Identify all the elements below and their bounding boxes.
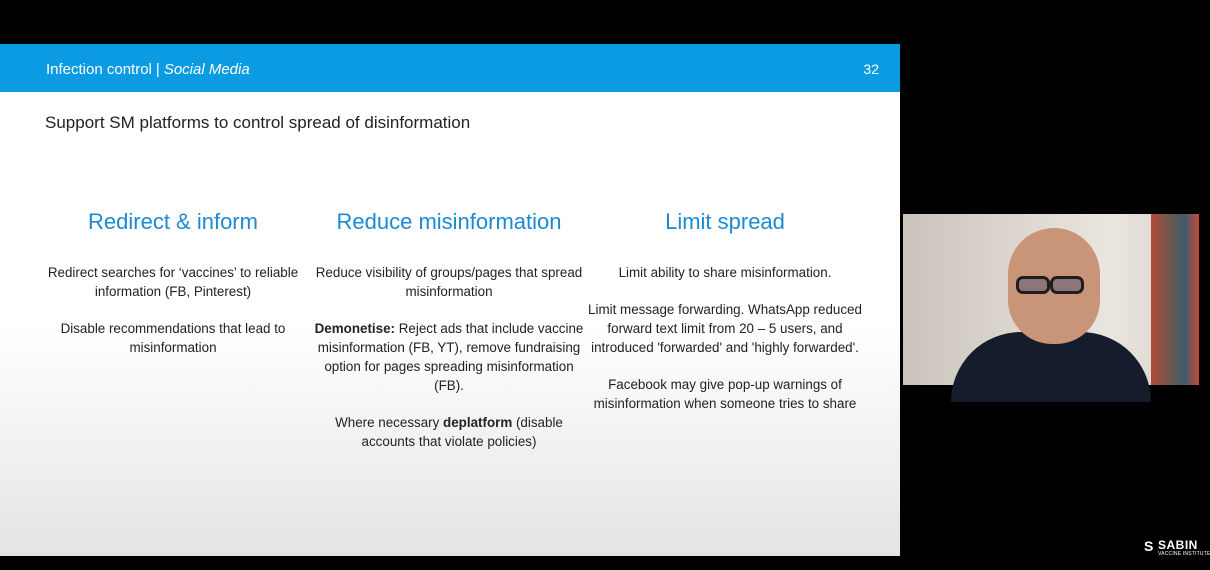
bookshelf-background: [1151, 214, 1199, 385]
slide-subtitle: Support SM platforms to control spread of disinformation: [45, 113, 471, 132]
column-heading: Redirect & inform: [88, 209, 258, 234]
column-paragraph: Reduce visibility of groups/pages that spread misinformation: [315, 265, 583, 299]
brand-name: SABIN: [1158, 538, 1198, 552]
sabin-logo-icon: S: [1144, 538, 1154, 554]
column-limit-spread: [585, 209, 865, 431]
slide-header: [0, 44, 900, 92]
header-title: Infection control: [46, 61, 152, 78]
column-paragraph: Redirect searches for ‘vaccines’ to reliable information (FB, Pinterest): [47, 265, 299, 299]
speaker-glasses: [1016, 276, 1096, 296]
paragraph-text: (disable accounts that violate policies): [361, 415, 563, 449]
paragraph-text: Where necessary: [335, 415, 444, 430]
header-separator: |: [155, 61, 160, 78]
slide-page-number: 32: [863, 61, 879, 77]
column-reduce-misinformation: [309, 209, 589, 469]
column-paragraph: Limit message forwarding. WhatsApp reduced forward text limit from 20 – 5 users, and introduced 'forwarded' and 'highly forwarded'.: [588, 302, 862, 355]
speaker-webcam-video[interactable]: [903, 214, 1199, 385]
column-paragraph: Facebook may give pop-up warnings of misinformation when someone tries to share: [593, 377, 857, 411]
paragraph-text: Reject ads that include vaccine misinformation (FB, YT), remove fundraising option for pages spreading misinformation (FB).: [317, 321, 584, 393]
header-subtitle: Social Media: [163, 61, 250, 78]
column-paragraph: [309, 413, 589, 451]
column-redirect-inform: [33, 209, 313, 375]
column-heading: Limit spread: [665, 209, 785, 234]
bold-label: deplatform: [443, 415, 513, 430]
brand-tagline: VACCINE INSTITUTE: [1158, 551, 1210, 557]
column-paragraph: Limit ability to share misinformation.: [618, 265, 832, 280]
bold-label: Demonetise:: [314, 321, 396, 336]
slide-header-title: [46, 61, 250, 78]
column-paragraph: [309, 319, 589, 395]
column-paragraph: Disable recommendations that lead to misinformation: [60, 321, 286, 355]
column-heading: Reduce misinformation: [336, 209, 562, 234]
presentation-slide: [0, 44, 900, 556]
